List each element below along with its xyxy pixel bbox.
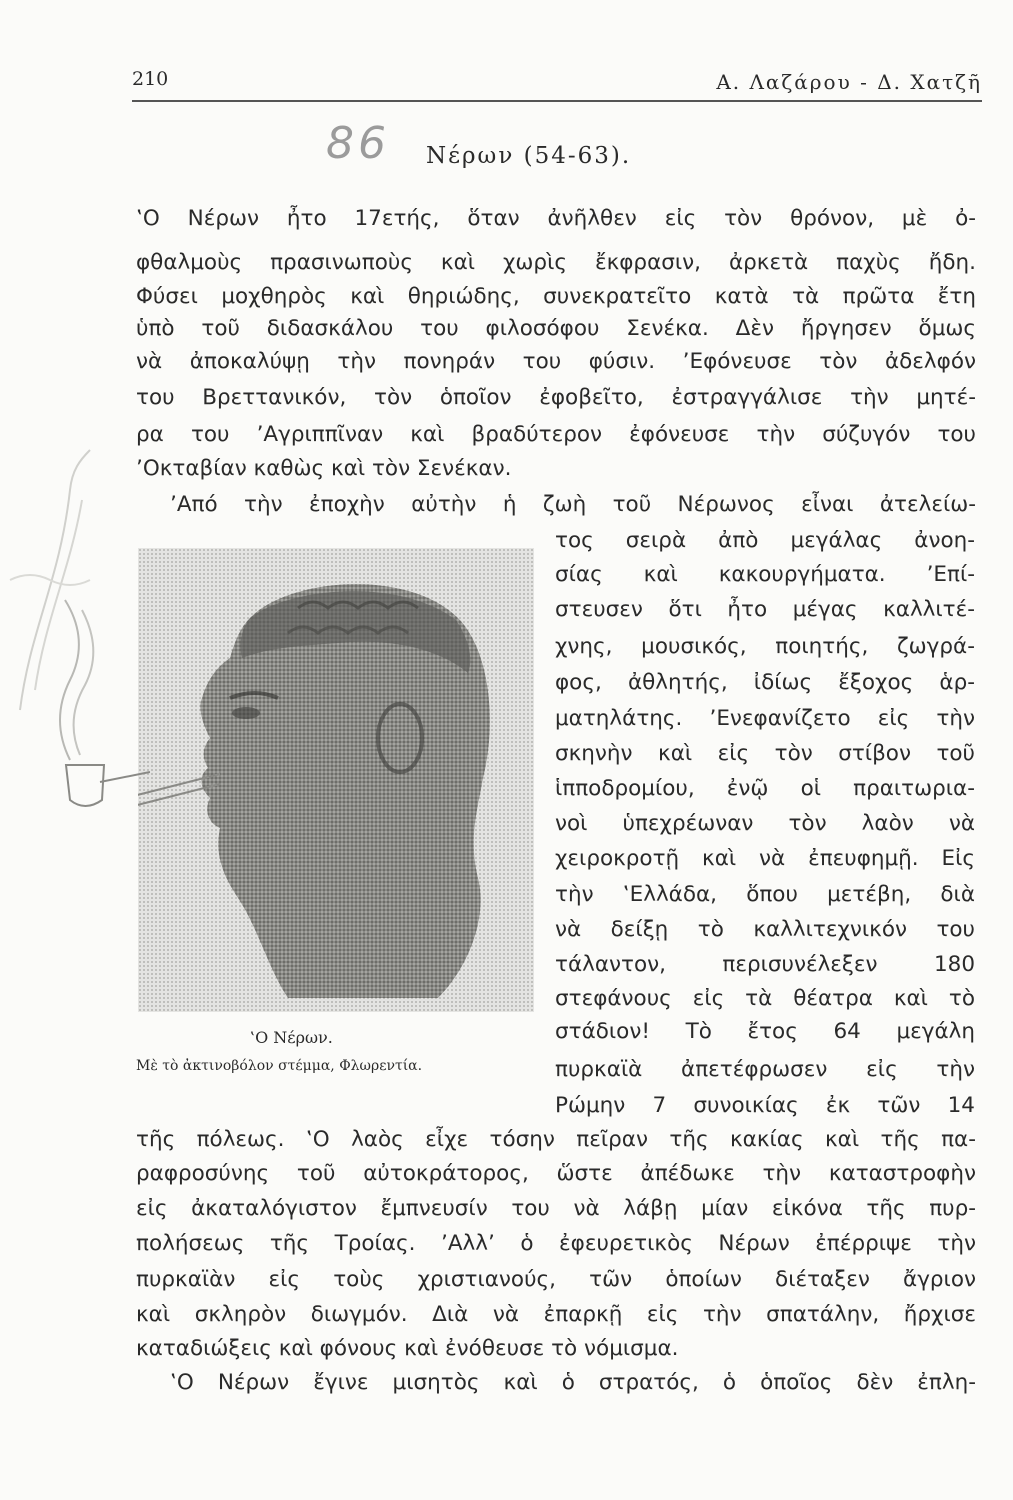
text-line: πολήσεως τῆς Τροίας. ’Αλλ’ ὁ ἐφευρετικὸς Νέρων ἐπέρριψε τὴν <box>136 1231 976 1256</box>
text-line: ’Από τὴν ἐποχὴν αὐτὴν ἡ ζωὴ τοῦ Νέρωνος εἶναι ἀτελείω- <box>170 492 976 517</box>
text-line: ‛Ο Νέρων ἦτο 17ετής, ὅταν ἀνῆλθεν εἰς τὸν θρόνον, μὲ ὀ- <box>136 206 976 231</box>
margin-pencil-scribbles <box>0 430 120 730</box>
page-number: 210 <box>132 68 169 90</box>
text-line: χνης, μουσικός, ποιητής, ζωγρά- <box>555 634 975 659</box>
text-line: στεφάνους εἰς τὰ θέατρα καὶ τὸ <box>555 986 975 1011</box>
text-line: Φύσει μοχθηρὸς καὶ θηριώδης, συνεκρατεῖτο κατὰ τὰ πρῶτα ἔτη <box>136 284 976 309</box>
text-line: ‛Ο Νέρων ἔγινε μισητὸς καὶ ὁ στρατός, ὁ ὁποῖος δὲν ἐπλη- <box>170 1370 976 1395</box>
handwritten-section-number: 86 <box>326 118 390 169</box>
text-line: στάδιον! Τὸ ἔτος 64 μεγάλη <box>555 1019 975 1044</box>
text-line: ’Οκταβίαν καθὼς καὶ τὸν Σενέκαν. <box>136 456 512 481</box>
text-line: στευσεν ὅτι ἦτο μέγας καλλιτέ- <box>555 597 975 622</box>
text-line: φθαλμοὺς πρασινωποὺς καὶ χωρὶς ἔκφρασιν, ἀρκετὰ παχὺς ἤδη. <box>136 250 976 275</box>
figure-caption-subtitle: Μὲ τὸ ἀκτινοβόλον στέμμα, Φλωρεντία. <box>136 1058 423 1074</box>
text-line: νοὶ ὑπεχρέωναν τὸν λαὸν νὰ <box>555 811 975 836</box>
chapter-title: Νέρων (54-63). <box>426 143 632 169</box>
text-line: πυρκαϊὰν εἰς τοὺς χριστιανούς, τῶν ὁποίων διέταξεν ἄγριον <box>136 1267 976 1292</box>
text-line: ραφροσύνης τοῦ αὐτοκράτορος, ὥστε ἀπέδωκε τὴν καταστροφὴν <box>136 1161 976 1186</box>
text-line: ὑπὸ τοῦ διδασκάλου του φιλοσόφου Σενέκα. Δὲν ἤργησεν ὅμως <box>136 316 976 341</box>
text-line: πυρκαϊὰ ἀπετέφρωσεν εἰς τὴν <box>555 1057 975 1082</box>
text-line: φος, ἀθλητής, ἰδίως ἔξοχος ἁρ- <box>555 670 975 695</box>
text-line: ματηλάτης. ’Ενεφανίζετο εἰς τὴν <box>555 706 975 731</box>
text-line: εἰς ἀκαταλόγιστον ἔμπνευσίν του νὰ λάβῃ μίαν εἰκόνα τῆς πυρ- <box>136 1196 976 1221</box>
page-header <box>132 68 982 98</box>
text-line: τος σειρὰ ἀπὸ μεγάλας ἀνοη- <box>555 528 975 553</box>
text-line: του Βρεττανικόν, τὸν ὁποῖον ἐφοβεῖτο, ἐστραγγάλισε τὴν μητέ- <box>136 385 976 410</box>
text-line: σίας καὶ κακουργήματα. ’Επί- <box>555 562 975 587</box>
text-line: Ρώμην 7 συνοικίας ἐκ τῶν 14 <box>555 1093 975 1118</box>
running-head: Α. Λαζάρου - Δ. Χατζῆ <box>716 70 982 94</box>
text-line: καταδιώξεις καὶ φόνους καὶ ἐνόθευσε τὸ νόμισμα. <box>136 1336 679 1361</box>
header-rule <box>132 100 982 102</box>
text-line: χειροκροτῇ καὶ νὰ ἐπευφημῇ. Εἰς <box>555 846 975 871</box>
text-line: τάλαντον, περισυνέλεξεν 180 <box>555 952 975 977</box>
figure-caption-title: ‛Ο Νέρων. <box>250 1028 333 1047</box>
nero-portrait-image <box>138 548 534 1012</box>
text-line: καὶ σκληρὸν διωγμόν. Διὰ νὰ ἐπαρκῇ εἰς τὴν σπατάλην, ἤρχισε <box>136 1302 976 1327</box>
text-line: ἱπποδρομίου, ἐνῷ οἱ πραιτωρια- <box>555 776 975 801</box>
text-line: τῆς πόλεως. ‛Ο λαὸς εἶχε τόσην πεῖραν τῆς κακίας καὶ τῆς πα- <box>136 1127 976 1152</box>
text-line: νὰ δείξῃ τὸ καλλιτεχνικόν του <box>555 917 975 942</box>
text-line: σκηνὴν καὶ εἰς τὸν στίβον τοῦ <box>555 741 975 766</box>
text-line: νὰ ἀποκαλύψῃ τὴν πονηράν του φύσιν. ’Εφόνευσε τὸν ἀδελφόν <box>136 349 976 374</box>
text-line: τὴν ‛Ελλάδα, ὅπου μετέβη, διὰ <box>555 882 975 907</box>
text-line: ρα του ’Αγριππῖναν καὶ βραδύτερον ἐφόνευσε τὴν σύζυγόν του <box>136 422 976 447</box>
